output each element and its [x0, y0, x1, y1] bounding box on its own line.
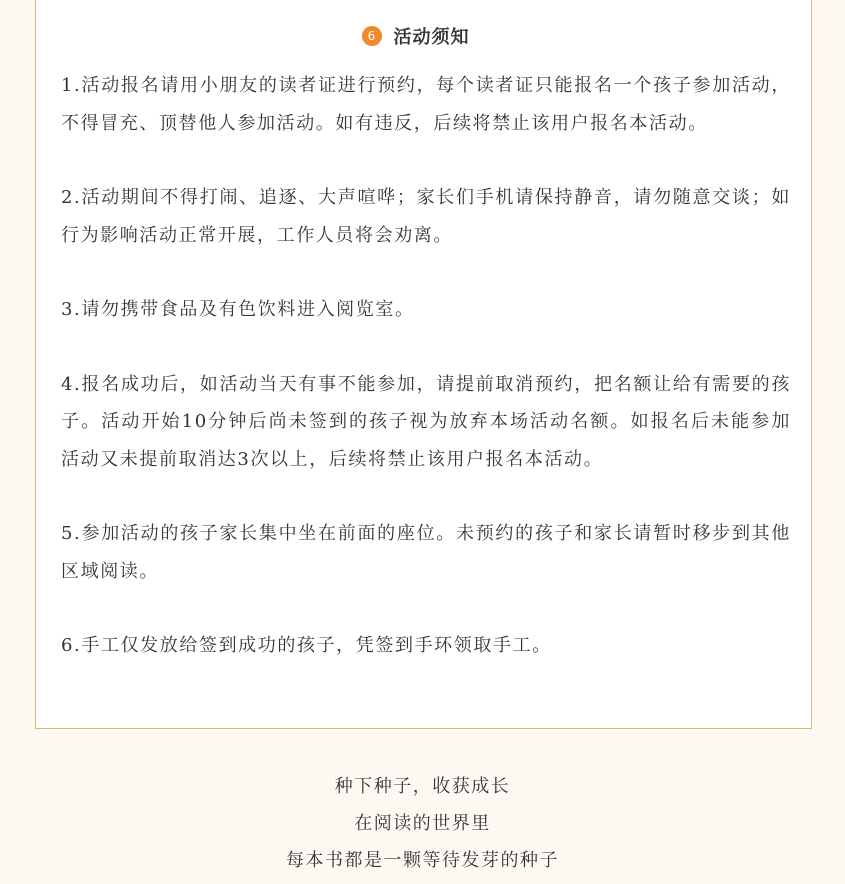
footer-line-1: 种下种子，收获成长: [334, 776, 511, 797]
rule-item-5: 5.参加活动的孩子家长集中坐在前面的座位。未预约的孩子和家长请暂时移步到其他区域阅读。: [61, 523, 791, 582]
section-header: [36, 22, 811, 50]
rule-item-6: 6.手工仅发放给签到成功的孩子，凭签到手环领取手工。: [61, 635, 552, 656]
rule-item-4: 4.报名成功后，如活动当天有事不能参加，请提前取消预约，把名额让给有需要的孩子。活动开始10分钟后尚未签到的孩子视为放弃本场活动名额。如报名后未能参加活动又未提前取消达3次以上，后续将禁止该用户报名本活动。: [61, 373, 791, 470]
rule-item-2: 2.活动期间不得打闹、追逐、大声喧哗；家长们手机请保持静音，请勿随意交谈；如行为影响活动正常开展，工作人员将会劝离。: [61, 187, 791, 246]
rule-item-1: 1.活动报名请用小朋友的读者证进行预约，每个读者证只能报名一个孩子参加活动，不得冒充、顶替他人参加活动。如有违反，后续将禁止该用户报名本活动。: [61, 75, 791, 134]
footer-line-2: 在阅读的世界里: [354, 813, 491, 834]
footer-line-3: 每本书都是一颗等待发芽的种子: [286, 850, 559, 871]
rules-list: [61, 67, 791, 665]
section-number-badge: 6: [362, 26, 382, 46]
section-title: 活动须知: [393, 27, 470, 48]
footer-slogan: [0, 768, 845, 879]
rule-item-3: 3.请勿携带食品及有色饮料进入阅览室。: [61, 299, 415, 320]
notice-box: [35, 0, 812, 729]
